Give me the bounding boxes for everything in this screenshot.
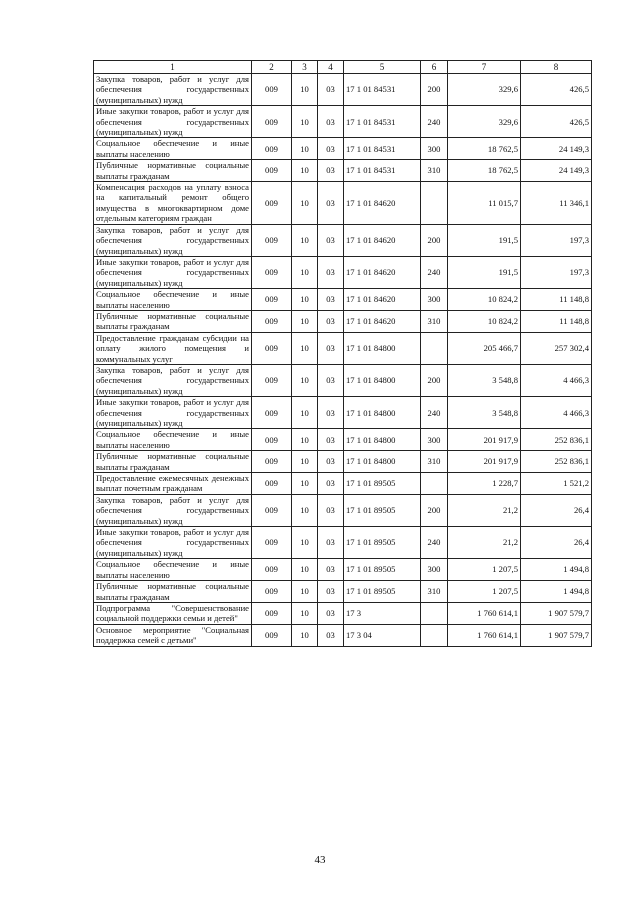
cell-vr: 310 [421,581,448,603]
cell-csr: 17 3 04 [344,624,421,646]
cell-vr: 310 [421,451,448,473]
cell-sum-1: 21,2 [448,494,521,526]
cell-pr: 03 [318,451,344,473]
cell-sum-2: 1 494,8 [521,559,592,581]
cell-name: Предоставление гражданам субсидии на оплату жилого помещения и коммунальных услуг [94,332,252,364]
table-row [94,527,592,559]
cell-csr: 17 3 [344,602,421,624]
cell-rz: 10 [292,364,318,396]
cell-sum-1: 201 917,9 [448,451,521,473]
cell-rz: 10 [292,224,318,256]
cell-ved: 009 [252,138,292,160]
cell-ved: 009 [252,397,292,429]
cell-sum-2: 11 148,8 [521,289,592,311]
table-row [94,364,592,396]
cell-ved: 009 [252,602,292,624]
cell-vr [421,332,448,364]
cell-rz: 10 [292,527,318,559]
cell-rz: 10 [292,602,318,624]
header-col-8: 8 [521,61,592,74]
cell-csr: 17 1 01 84800 [344,364,421,396]
cell-sum-2: 197,3 [521,224,592,256]
cell-name: Публичные нормативные социальные выплаты гражданам [94,581,252,603]
cell-pr: 03 [318,429,344,451]
cell-vr: 300 [421,138,448,160]
table-row [94,138,592,160]
cell-rz: 10 [292,256,318,288]
cell-vr: 310 [421,310,448,332]
cell-csr: 17 1 01 84620 [344,224,421,256]
cell-pr: 03 [318,397,344,429]
cell-name: Публичные нормативные социальные выплаты гражданам [94,160,252,182]
cell-sum-2: 426,5 [521,74,592,106]
cell-pr: 03 [318,256,344,288]
cell-pr: 03 [318,182,344,225]
header-col-5: 5 [344,61,421,74]
cell-pr: 03 [318,289,344,311]
cell-name: Основное мероприятие "Социальная поддержка семей с детьми" [94,624,252,646]
cell-sum-1: 18 762,5 [448,160,521,182]
cell-ved: 009 [252,451,292,473]
table-header [94,61,592,74]
cell-pr: 03 [318,138,344,160]
cell-rz: 10 [292,74,318,106]
cell-rz: 10 [292,106,318,138]
cell-ved: 009 [252,581,292,603]
cell-name: Иные закупки товаров, работ и услуг для обеспечения государственных (муниципальных) нужд [94,397,252,429]
cell-ved: 009 [252,182,292,225]
cell-pr: 03 [318,624,344,646]
cell-pr: 03 [318,160,344,182]
cell-sum-2: 4 466,3 [521,397,592,429]
cell-ved: 009 [252,559,292,581]
cell-rz: 10 [292,182,318,225]
cell-ved: 009 [252,332,292,364]
table-row [94,289,592,311]
cell-vr: 310 [421,160,448,182]
cell-name: Социальное обеспечение и иные выплаты населению [94,429,252,451]
table-row [94,581,592,603]
header-col-3: 3 [292,61,318,74]
cell-sum-1: 191,5 [448,224,521,256]
cell-sum-1: 1 760 614,1 [448,624,521,646]
cell-sum-1: 3 548,8 [448,397,521,429]
cell-sum-2: 252 836,1 [521,429,592,451]
cell-pr: 03 [318,224,344,256]
cell-pr: 03 [318,74,344,106]
cell-sum-1: 191,5 [448,256,521,288]
cell-ved: 009 [252,473,292,495]
cell-ved: 009 [252,364,292,396]
cell-sum-2: 257 302,4 [521,332,592,364]
table-row [94,106,592,138]
cell-ved: 009 [252,624,292,646]
cell-vr: 300 [421,289,448,311]
cell-vr: 240 [421,397,448,429]
cell-pr: 03 [318,332,344,364]
header-col-2: 2 [252,61,292,74]
table-row [94,310,592,332]
cell-pr: 03 [318,364,344,396]
page-number: 43 [314,854,326,866]
cell-sum-2: 1 907 579,7 [521,624,592,646]
header-col-4: 4 [318,61,344,74]
table-row [94,182,592,225]
cell-vr [421,473,448,495]
cell-csr: 17 1 01 84800 [344,451,421,473]
cell-rz: 10 [292,494,318,526]
cell-csr: 17 1 01 84800 [344,397,421,429]
cell-rz: 10 [292,473,318,495]
cell-csr: 17 1 01 89505 [344,473,421,495]
cell-vr: 300 [421,429,448,451]
cell-sum-2: 197,3 [521,256,592,288]
cell-sum-2: 252 836,1 [521,451,592,473]
cell-name: Предоставление ежемесячных денежных выплат почетным гражданам [94,473,252,495]
cell-sum-1: 21,2 [448,527,521,559]
header-row [94,61,592,74]
cell-rz: 10 [292,429,318,451]
cell-name: Социальное обеспечение и иные выплаты населению [94,559,252,581]
cell-name: Социальное обеспечение и иные выплаты населению [94,289,252,311]
cell-vr: 200 [421,494,448,526]
cell-name: Социальное обеспечение и иные выплаты населению [94,138,252,160]
budget-table [93,60,592,647]
cell-vr: 240 [421,256,448,288]
table-row [94,602,592,624]
table-row [94,74,592,106]
cell-ved: 009 [252,160,292,182]
cell-sum-1: 205 466,7 [448,332,521,364]
cell-csr: 17 1 01 84800 [344,332,421,364]
table-row [94,256,592,288]
cell-rz: 10 [292,138,318,160]
cell-csr: 17 1 01 89505 [344,559,421,581]
cell-sum-1: 1 760 614,1 [448,602,521,624]
cell-vr: 240 [421,106,448,138]
cell-sum-1: 10 824,2 [448,289,521,311]
cell-pr: 03 [318,473,344,495]
cell-rz: 10 [292,451,318,473]
cell-ved: 009 [252,310,292,332]
cell-pr: 03 [318,559,344,581]
cell-csr: 17 1 01 84531 [344,160,421,182]
cell-rz: 10 [292,160,318,182]
cell-vr [421,182,448,225]
cell-rz: 10 [292,397,318,429]
cell-rz: 10 [292,624,318,646]
cell-ved: 009 [252,106,292,138]
cell-ved: 009 [252,429,292,451]
cell-csr: 17 1 01 84620 [344,256,421,288]
cell-sum-1: 329,6 [448,106,521,138]
cell-csr: 17 1 01 84531 [344,138,421,160]
cell-name: Закупка товаров, работ и услуг для обеспечения государственных (муниципальных) нужд [94,364,252,396]
cell-ved: 009 [252,74,292,106]
cell-sum-1: 1 207,5 [448,581,521,603]
cell-rz: 10 [292,289,318,311]
cell-sum-2: 24 149,3 [521,138,592,160]
cell-sum-1: 1 207,5 [448,559,521,581]
table-row [94,397,592,429]
cell-csr: 17 1 01 84620 [344,289,421,311]
cell-name: Иные закупки товаров, работ и услуг для обеспечения государственных (муниципальных) нужд [94,527,252,559]
cell-rz: 10 [292,332,318,364]
cell-sum-2: 1 521,2 [521,473,592,495]
cell-pr: 03 [318,527,344,559]
cell-name: Закупка товаров, работ и услуг для обеспечения государственных (муниципальных) нужд [94,224,252,256]
table-row [94,429,592,451]
cell-pr: 03 [318,494,344,526]
cell-csr: 17 1 01 89505 [344,527,421,559]
table-body [94,74,592,647]
cell-pr: 03 [318,581,344,603]
cell-name: Публичные нормативные социальные выплаты гражданам [94,310,252,332]
cell-name: Компенсация расходов на уплату взноса на капитальный ремонт общего имущества в многоквартирном доме отдельным категориям граждан [94,182,252,225]
cell-sum-2: 26,4 [521,494,592,526]
cell-sum-2: 1 494,8 [521,581,592,603]
cell-csr: 17 1 01 84620 [344,182,421,225]
cell-ved: 009 [252,527,292,559]
cell-rz: 10 [292,310,318,332]
table-row [94,224,592,256]
cell-sum-2: 1 907 579,7 [521,602,592,624]
cell-rz: 10 [292,581,318,603]
cell-sum-1: 11 015,7 [448,182,521,225]
cell-pr: 03 [318,106,344,138]
cell-name: Закупка товаров, работ и услуг для обеспечения государственных (муниципальных) нужд [94,494,252,526]
cell-sum-1: 201 917,9 [448,429,521,451]
cell-sum-2: 11 346,1 [521,182,592,225]
cell-vr: 200 [421,224,448,256]
header-col-1: 1 [94,61,252,74]
cell-ved: 009 [252,256,292,288]
cell-ved: 009 [252,224,292,256]
cell-csr: 17 1 01 89505 [344,494,421,526]
cell-rz: 10 [292,559,318,581]
cell-sum-1: 3 548,8 [448,364,521,396]
cell-vr: 200 [421,74,448,106]
cell-csr: 17 1 01 84800 [344,429,421,451]
cell-name: Подпрограмма "Совершенствование социальной поддержки семьи и детей" [94,602,252,624]
cell-vr [421,624,448,646]
cell-sum-1: 1 228,7 [448,473,521,495]
table-row [94,494,592,526]
cell-csr: 17 1 01 84531 [344,74,421,106]
cell-name: Иные закупки товаров, работ и услуг для обеспечения государственных (муниципальных) нужд [94,256,252,288]
cell-name: Иные закупки товаров, работ и услуг для обеспечения государственных (муниципальных) нужд [94,106,252,138]
table-row [94,451,592,473]
cell-csr: 17 1 01 84620 [344,310,421,332]
header-col-7: 7 [448,61,521,74]
cell-vr: 300 [421,559,448,581]
cell-sum-2: 4 466,3 [521,364,592,396]
header-col-6: 6 [421,61,448,74]
table-row [94,332,592,364]
cell-vr: 240 [421,527,448,559]
cell-sum-1: 18 762,5 [448,138,521,160]
cell-ved: 009 [252,494,292,526]
cell-sum-2: 11 148,8 [521,310,592,332]
table-row [94,559,592,581]
table-row [94,160,592,182]
cell-sum-2: 26,4 [521,527,592,559]
cell-sum-2: 426,5 [521,106,592,138]
cell-sum-1: 10 824,2 [448,310,521,332]
cell-vr [421,602,448,624]
cell-csr: 17 1 01 84531 [344,106,421,138]
cell-name: Закупка товаров, работ и услуг для обеспечения государственных (муниципальных) нужд [94,74,252,106]
cell-name: Публичные нормативные социальные выплаты гражданам [94,451,252,473]
cell-vr: 200 [421,364,448,396]
table-row [94,473,592,495]
table-row [94,624,592,646]
cell-csr: 17 1 01 89505 [344,581,421,603]
cell-pr: 03 [318,310,344,332]
cell-pr: 03 [318,602,344,624]
cell-sum-1: 329,6 [448,74,521,106]
cell-sum-2: 24 149,3 [521,160,592,182]
cell-ved: 009 [252,289,292,311]
